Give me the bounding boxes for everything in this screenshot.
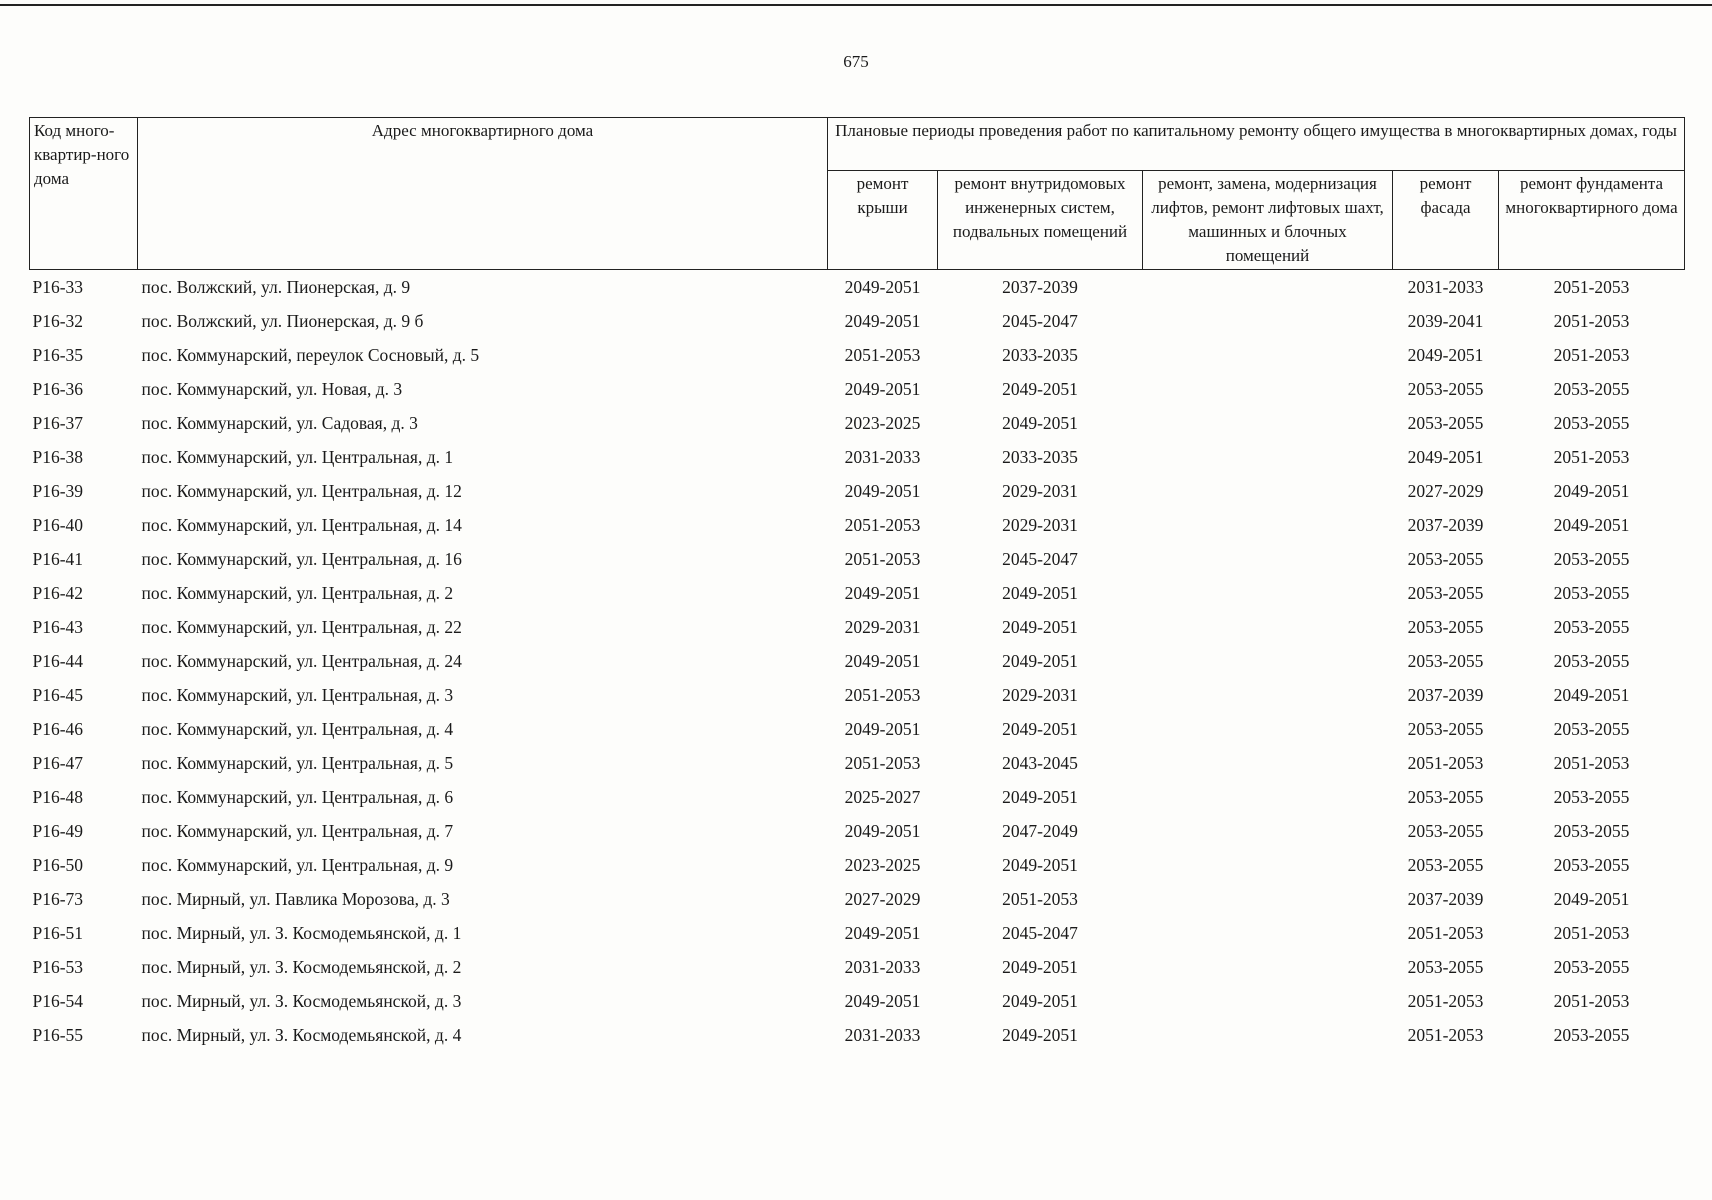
cell-lifts (1143, 916, 1393, 950)
cell-lifts (1143, 882, 1393, 916)
cell-facade: 2053-2055 (1407, 379, 1484, 399)
cell-code: P16-47 (32, 753, 84, 773)
cell-code: P16-40 (32, 515, 84, 535)
cell-code: P16-38 (32, 447, 84, 467)
cell-address: пос. Коммунарский, ул. Центральная, д. 3 (141, 685, 454, 705)
cell-lifts (1143, 508, 1393, 542)
cell-code: P16-44 (32, 651, 84, 671)
cell-code: P16-73 (32, 889, 84, 909)
table-row (30, 406, 1685, 440)
cell-lifts (1143, 576, 1393, 610)
cell-facade: 2053-2055 (1407, 719, 1484, 739)
table-row (30, 916, 1685, 950)
cell-code: P16-37 (32, 413, 84, 433)
repair-schedule-table (29, 117, 1685, 1052)
cell-roof: 2049-2051 (844, 481, 921, 501)
cell-code: P16-43 (32, 617, 84, 637)
cell-roof: 2051-2053 (844, 753, 921, 773)
header-facade: ремонт фасада (1393, 171, 1499, 270)
cell-facade: 2051-2053 (1407, 753, 1484, 773)
cell-foundation: 2049-2051 (1553, 481, 1630, 501)
cell-lifts (1143, 440, 1393, 474)
cell-systems: 2029-2031 (1002, 515, 1078, 535)
cell-foundation: 2053-2055 (1553, 1025, 1630, 1045)
cell-facade: 2053-2055 (1407, 413, 1484, 433)
cell-code: P16-53 (32, 957, 84, 977)
cell-roof: 2049-2051 (844, 991, 921, 1011)
cell-facade: 2049-2051 (1407, 345, 1484, 365)
cell-address: пос. Мирный, ул. З. Космодемьянской, д. 4 (141, 1025, 462, 1045)
cell-systems: 2049-2051 (1002, 413, 1078, 433)
cell-address: пос. Мирный, ул. Павлика Морозова, д. 3 (141, 889, 450, 909)
cell-roof: 2049-2051 (844, 821, 921, 841)
cell-facade: 2053-2055 (1407, 549, 1484, 569)
cell-facade: 2053-2055 (1407, 583, 1484, 603)
cell-roof: 2023-2025 (844, 413, 921, 433)
cell-facade: 2051-2053 (1407, 991, 1484, 1011)
table-row (30, 1018, 1685, 1052)
cell-lifts (1143, 950, 1393, 984)
cell-address: пос. Коммунарский, ул. Центральная, д. 5 (141, 753, 454, 773)
cell-systems: 2033-2035 (1002, 345, 1078, 365)
cell-systems: 2029-2031 (1002, 481, 1078, 501)
table-row (30, 270, 1685, 305)
cell-systems: 2037-2039 (1002, 277, 1078, 297)
table-row (30, 848, 1685, 882)
cell-address: пос. Коммунарский, ул. Центральная, д. 12 (141, 481, 462, 501)
cell-systems: 2049-2051 (1002, 583, 1078, 603)
cell-facade: 2031-2033 (1407, 277, 1484, 297)
cell-systems: 2045-2047 (1002, 549, 1078, 569)
cell-systems: 2047-2049 (1002, 821, 1078, 841)
cell-foundation: 2053-2055 (1553, 617, 1630, 637)
cell-address: пос. Мирный, ул. З. Космодемьянской, д. 3 (141, 991, 462, 1011)
cell-roof: 2025-2027 (844, 787, 921, 807)
table-body (30, 270, 1685, 1053)
cell-systems: 2049-2051 (1002, 991, 1078, 1011)
cell-address: пос. Волжский, ул. Пионерская, д. 9 (141, 277, 411, 297)
cell-roof: 2049-2051 (844, 651, 921, 671)
cell-lifts (1143, 270, 1393, 305)
cell-systems: 2049-2051 (1002, 617, 1078, 637)
cell-systems: 2049-2051 (1002, 957, 1078, 977)
table-row (30, 610, 1685, 644)
cell-facade: 2049-2051 (1407, 447, 1484, 467)
header-foundation: ремонт фундамента многоквартирного дома (1499, 171, 1685, 270)
cell-lifts (1143, 984, 1393, 1018)
cell-foundation: 2053-2055 (1553, 651, 1630, 671)
cell-foundation: 2051-2053 (1553, 345, 1630, 365)
cell-facade: 2053-2055 (1407, 957, 1484, 977)
cell-foundation: 2049-2051 (1553, 889, 1630, 909)
cell-systems: 2033-2035 (1002, 447, 1078, 467)
table-row (30, 474, 1685, 508)
table-row (30, 576, 1685, 610)
cell-systems: 2049-2051 (1002, 379, 1078, 399)
table-row (30, 814, 1685, 848)
cell-address: пос. Коммунарский, ул. Садовая, д. 3 (141, 413, 418, 433)
table-row (30, 644, 1685, 678)
cell-code: P16-42 (32, 583, 84, 603)
cell-systems: 2049-2051 (1002, 651, 1078, 671)
table-row (30, 780, 1685, 814)
top-rule (0, 4, 1712, 6)
cell-systems: 2049-2051 (1002, 855, 1078, 875)
header-address: Адрес многоквартирного дома (138, 118, 828, 270)
cell-facade: 2053-2055 (1407, 787, 1484, 807)
cell-foundation: 2053-2055 (1553, 821, 1630, 841)
cell-code: P16-39 (32, 481, 84, 501)
cell-foundation: 2051-2053 (1553, 753, 1630, 773)
table-row (30, 984, 1685, 1018)
cell-address: пос. Коммунарский, ул. Новая, д. 3 (141, 379, 403, 399)
cell-lifts (1143, 746, 1393, 780)
cell-facade: 2037-2039 (1407, 515, 1484, 535)
cell-code: P16-49 (32, 821, 84, 841)
cell-roof: 2049-2051 (844, 311, 921, 331)
cell-address: пос. Коммунарский, ул. Центральная, д. 4 (141, 719, 454, 739)
table-row (30, 338, 1685, 372)
header-systems: ремонт внутридомовых инженерных систем, подвальных помещений (938, 171, 1143, 270)
cell-lifts (1143, 678, 1393, 712)
cell-code: P16-36 (32, 379, 84, 399)
table-row (30, 372, 1685, 406)
cell-facade: 2053-2055 (1407, 651, 1484, 671)
cell-roof: 2051-2053 (844, 685, 921, 705)
table-row (30, 882, 1685, 916)
cell-facade: 2027-2029 (1407, 481, 1484, 501)
cell-facade: 2051-2053 (1407, 1025, 1484, 1045)
cell-facade: 2053-2055 (1407, 617, 1484, 637)
cell-lifts (1143, 304, 1393, 338)
cell-foundation: 2053-2055 (1553, 379, 1630, 399)
cell-lifts (1143, 814, 1393, 848)
cell-lifts (1143, 372, 1393, 406)
cell-foundation: 2051-2053 (1553, 991, 1630, 1011)
cell-address: пос. Коммунарский, ул. Центральная, д. 2 (141, 583, 454, 603)
cell-foundation: 2051-2053 (1553, 923, 1630, 943)
cell-systems: 2049-2051 (1002, 787, 1078, 807)
cell-systems: 2049-2051 (1002, 719, 1078, 739)
cell-facade: 2039-2041 (1407, 311, 1484, 331)
cell-foundation: 2053-2055 (1553, 719, 1630, 739)
table-row (30, 678, 1685, 712)
cell-facade: 2037-2039 (1407, 685, 1484, 705)
cell-lifts (1143, 474, 1393, 508)
cell-lifts (1143, 542, 1393, 576)
cell-roof: 2049-2051 (844, 719, 921, 739)
cell-roof: 2049-2051 (844, 583, 921, 603)
cell-foundation: 2053-2055 (1553, 855, 1630, 875)
cell-systems: 2049-2051 (1002, 1025, 1078, 1045)
header-lifts: ремонт, замена, модернизация лифтов, ремонт лифтовых шахт, машинных и блочных помещений (1143, 171, 1393, 270)
page-number: 675 (843, 52, 869, 71)
cell-code: P16-54 (32, 991, 84, 1011)
table-row (30, 508, 1685, 542)
cell-code: P16-50 (32, 855, 84, 875)
cell-address: пос. Коммунарский, ул. Центральная, д. 14 (141, 515, 462, 535)
cell-address: пос. Коммунарский, ул. Центральная, д. 1 (141, 447, 454, 467)
cell-roof: 2031-2033 (844, 1025, 921, 1045)
cell-systems: 2029-2031 (1002, 685, 1078, 705)
header-code: Код много-квартир-ного дома (30, 118, 138, 270)
cell-foundation: 2051-2053 (1553, 311, 1630, 331)
cell-address: пос. Коммунарский, ул. Центральная, д. 7 (141, 821, 454, 841)
cell-facade: 2051-2053 (1407, 923, 1484, 943)
table-row (30, 950, 1685, 984)
cell-roof: 2031-2033 (844, 447, 921, 467)
cell-roof: 2049-2051 (844, 379, 921, 399)
cell-roof: 2051-2053 (844, 549, 921, 569)
cell-foundation: 2053-2055 (1553, 957, 1630, 977)
cell-code: P16-51 (32, 923, 84, 943)
repair-schedule-table-wrapper (29, 117, 1684, 1052)
table-row (30, 746, 1685, 780)
cell-foundation: 2053-2055 (1553, 413, 1630, 433)
cell-systems: 2045-2047 (1002, 311, 1078, 331)
cell-code: P16-32 (32, 311, 84, 331)
cell-roof: 2027-2029 (844, 889, 921, 909)
cell-code: P16-48 (32, 787, 84, 807)
cell-code: P16-55 (32, 1025, 84, 1045)
header-planned-periods: Плановые периоды проведения работ по капитальному ремонту общего имущества в многоквартирных домах, годы (828, 118, 1685, 171)
cell-address: пос. Мирный, ул. З. Космодемьянской, д. 1 (141, 923, 462, 943)
cell-systems: 2045-2047 (1002, 923, 1078, 943)
cell-roof: 2051-2053 (844, 515, 921, 535)
cell-systems: 2043-2045 (1002, 753, 1078, 773)
cell-code: P16-33 (32, 277, 84, 297)
cell-roof: 2049-2051 (844, 923, 921, 943)
header-roof: ремонт крыши (828, 171, 938, 270)
cell-lifts (1143, 406, 1393, 440)
cell-roof: 2031-2033 (844, 957, 921, 977)
cell-lifts (1143, 712, 1393, 746)
cell-facade: 2053-2055 (1407, 821, 1484, 841)
cell-foundation: 2053-2055 (1553, 787, 1630, 807)
cell-code: P16-46 (32, 719, 84, 739)
cell-roof: 2023-2025 (844, 855, 921, 875)
cell-roof: 2049-2051 (844, 277, 921, 297)
cell-lifts (1143, 1018, 1393, 1052)
table-row (30, 542, 1685, 576)
cell-foundation: 2051-2053 (1553, 277, 1630, 297)
cell-address: пос. Волжский, ул. Пионерская, д. 9 б (141, 311, 424, 331)
cell-roof: 2029-2031 (844, 617, 921, 637)
cell-facade: 2037-2039 (1407, 889, 1484, 909)
table-row (30, 712, 1685, 746)
cell-address: пос. Мирный, ул. З. Космодемьянской, д. 2 (141, 957, 462, 977)
cell-foundation: 2049-2051 (1553, 685, 1630, 705)
cell-code: P16-41 (32, 549, 84, 569)
cell-address: пос. Коммунарский, переулок Сосновый, д. 5 (141, 345, 480, 365)
table-row (30, 304, 1685, 338)
cell-address: пос. Коммунарский, ул. Центральная, д. 16 (141, 549, 462, 569)
cell-systems: 2051-2053 (1002, 889, 1078, 909)
cell-facade: 2053-2055 (1407, 855, 1484, 875)
table-row (30, 440, 1685, 474)
cell-address: пос. Коммунарский, ул. Центральная, д. 9 (141, 855, 454, 875)
cell-foundation: 2049-2051 (1553, 515, 1630, 535)
cell-code: P16-45 (32, 685, 84, 705)
cell-lifts (1143, 610, 1393, 644)
cell-foundation: 2053-2055 (1553, 583, 1630, 603)
table-header (30, 118, 1685, 270)
cell-lifts (1143, 848, 1393, 882)
cell-lifts (1143, 338, 1393, 372)
cell-address: пос. Коммунарский, ул. Центральная, д. 22 (141, 617, 462, 637)
cell-foundation: 2051-2053 (1553, 447, 1630, 467)
cell-lifts (1143, 644, 1393, 678)
cell-foundation: 2053-2055 (1553, 549, 1630, 569)
cell-code: P16-35 (32, 345, 84, 365)
cell-address: пос. Коммунарский, ул. Центральная, д. 24 (141, 651, 462, 671)
cell-roof: 2051-2053 (844, 345, 921, 365)
cell-lifts (1143, 780, 1393, 814)
cell-address: пос. Коммунарский, ул. Центральная, д. 6 (141, 787, 454, 807)
